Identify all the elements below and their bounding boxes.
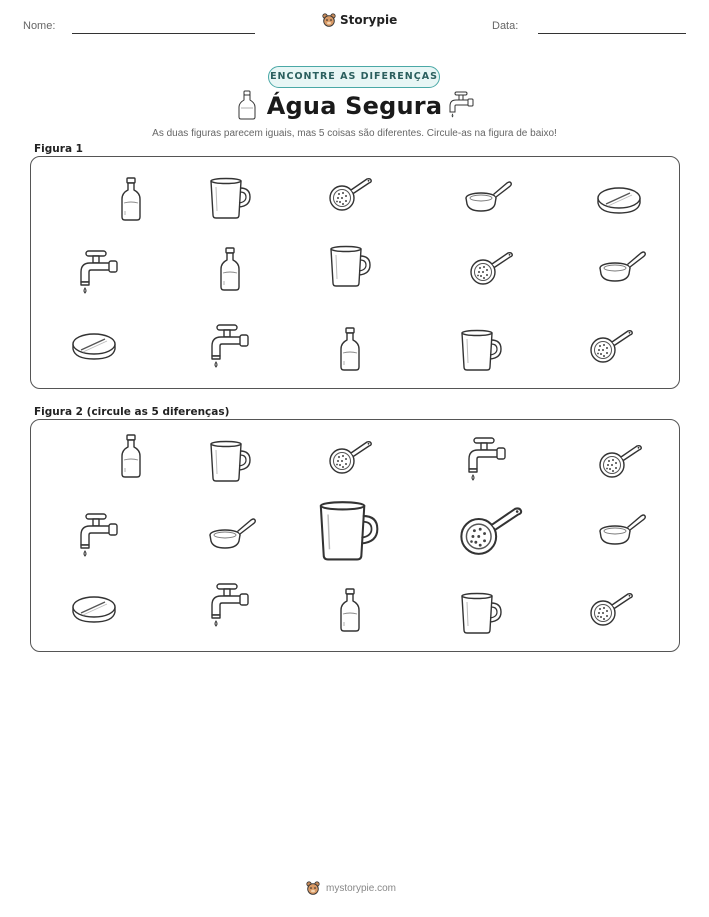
figure2-bottle-icon[interactable] [119, 434, 143, 478]
figure2-faucet-icon[interactable] [207, 582, 251, 628]
figure2-mug-icon[interactable] [315, 500, 382, 561]
bear-mascot-icon [306, 881, 320, 895]
figure2-label: Figura 2 (circule as 5 diferenças) [34, 406, 230, 418]
activity-badge: ENCONTRE AS DIFERENÇAS [268, 66, 440, 88]
figure2-pan-icon[interactable] [597, 512, 647, 546]
figure2-faucet-icon[interactable] [76, 512, 120, 558]
page-title: Água Segura [266, 92, 443, 120]
date-line[interactable] [538, 33, 686, 34]
date-label: Data: [492, 20, 519, 32]
figure1-panel[interactable] [30, 156, 680, 389]
figure1-bottle-icon[interactable] [119, 177, 143, 221]
footer-url: mystorypie.com [326, 882, 397, 894]
figure1-mug-icon[interactable] [327, 245, 373, 287]
figure1-tablet-icon[interactable] [596, 185, 642, 215]
figure2-pan-icon[interactable] [207, 516, 257, 550]
figure1-mug-icon[interactable] [458, 329, 504, 371]
figure2-mug-icon[interactable] [207, 440, 253, 482]
figure1-mug-icon[interactable] [207, 177, 253, 219]
brand-name: Storypie [340, 13, 398, 27]
figure1-strainer-icon[interactable] [588, 329, 634, 365]
bear-mascot-icon [322, 13, 336, 27]
instructions: As duas figuras parecem iguais, mas 5 coisas são diferentes. Circule-as na figura de baixo! [152, 128, 557, 139]
name-label: Nome: [23, 20, 56, 32]
brand [322, 13, 397, 27]
figure2-strainer-icon[interactable] [588, 592, 634, 628]
faucet-icon [446, 90, 476, 120]
figure2-strainer-icon[interactable] [457, 506, 524, 558]
figure1-bottle-icon[interactable] [218, 247, 242, 291]
figure2-tablet-icon[interactable] [71, 594, 117, 624]
figure1-pan-icon[interactable] [597, 249, 647, 283]
figure1-faucet-icon[interactable] [76, 249, 120, 295]
figure2-strainer-icon[interactable] [327, 440, 373, 476]
figure1-faucet-icon[interactable] [207, 323, 251, 369]
figure1-tablet-icon[interactable] [71, 331, 117, 361]
figure2-strainer-icon[interactable] [597, 444, 643, 480]
figure1-pan-icon[interactable] [463, 179, 513, 213]
figure1-label: Figura 1 [34, 143, 83, 155]
figure2-panel[interactable] [30, 419, 680, 652]
figure1-strainer-icon[interactable] [327, 177, 373, 213]
figure1-strainer-icon[interactable] [468, 251, 514, 287]
footer [306, 881, 396, 895]
figure1-bottle-icon[interactable] [338, 327, 362, 371]
name-line[interactable] [72, 33, 255, 34]
figure2-mug-icon[interactable] [458, 592, 504, 634]
figure2-bottle-icon[interactable] [338, 588, 362, 632]
figure2-faucet-icon[interactable] [464, 436, 508, 482]
